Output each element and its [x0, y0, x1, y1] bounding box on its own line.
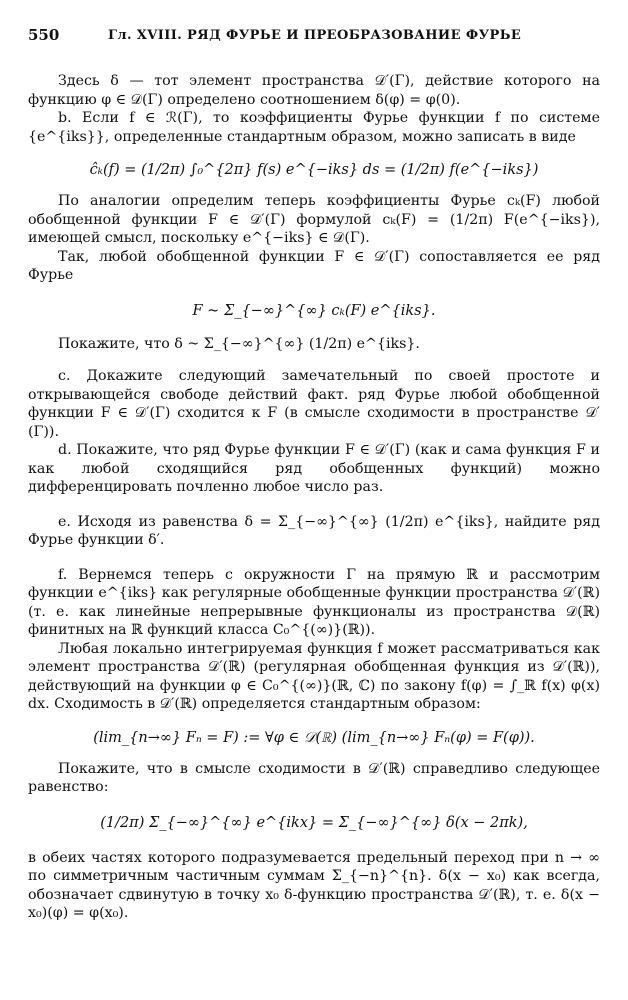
paragraph-locally-integrable: Любая локально интегрируемая функция f может рассматриваться как элемент пространства 𝒟′(ℝ) (регулярная обобщенная функция из 𝒟′(ℝ)), действующий на функции φ ∈ C₀^{(∞)}(ℝ, ℂ) по закону f(φ) = ∫_ℝ f(x) φ(x) dx. Сходимость в 𝒟′(ℝ) определяется стандартным образом:	[28, 640, 600, 712]
formula-text: F ~ Σ_{−∞}^{∞} cₖ(F) e^{iks}.	[192, 302, 436, 319]
book-page	[28, 26, 600, 923]
paragraph-show-equality: Покажите, что в смысле сходимости в 𝒟′(ℝ) справедливо следующее равенство:	[28, 760, 600, 795]
formula-text: (1/2π) Σ_{−∞}^{∞} e^{ikx} = Σ_{−∞}^{∞} δ(x − 2πk),	[100, 814, 528, 831]
running-title: Гл. XVIII. РЯД ФУРЬЕ И ПРЕОБРАЗОВАНИЕ ФУРЬЕ	[108, 28, 522, 43]
paragraph-delta-definition: Здесь δ — тот элемент пространства 𝒟′(Γ), действие которого на функцию φ ∈ 𝒟(Γ) определено соотношением δ(φ) = φ(0).	[28, 73, 600, 108]
formula-text: ĉₖ(f) = (1/2π) ∫₀^{2π} f(s) e^{−iks} ds = (1/2π) f(e^{−iks})	[89, 162, 539, 178]
formula-fourier-coefficient	[28, 162, 600, 178]
paragraph-b: b. Если f ∈ ℛ(Γ), то коэффициенты Фурье функции f по системе {e^{iks}}, определенные стандартным образом, можно записать в виде	[28, 110, 600, 145]
formula-text: (lim_{n→∞} Fₙ = F) := ∀φ ∈ 𝒟(ℝ) (lim_{n→∞} Fₙ(φ) = F(φ)).	[93, 729, 535, 746]
paragraph-d: d. Покажите, что ряд Фурье функции F ∈ 𝒟′(Γ) (как и сама функция F и как любой сходящийся ряд обобщенных функций) можно дифференцировать почленно любое число раз.	[28, 442, 600, 495]
paragraph-final: в обеих частях которого подразумевается предельный переход при n → ∞ по симметричным частичным суммам Σ_{−n}^{n}. δ(x − x₀) как всегда, обозначает сдвинутую в точку x₀ δ-функцию пространства 𝒟′(ℝ), т. е. δ(x − x₀)(φ) = φ(x₀).	[28, 849, 600, 921]
paragraph-fourier-series: Так, любой обобщенной функции F ∈ 𝒟′(Γ) сопоставляется ее ряд Фурье	[28, 248, 600, 283]
paragraph-e: e. Исходя из равенства δ = Σ_{−∞}^{∞} (1/2π) e^{iks}, найдите ряд Фурье функции δ′.	[28, 513, 600, 548]
formula-fourier-series	[28, 303, 600, 319]
formula-poisson-sum	[28, 815, 600, 831]
page-number: 550	[28, 26, 60, 44]
page-header	[28, 26, 600, 52]
paragraph-c: c. Докажите следующий замечательный по своей простоте и открывающейся свободе действий факт. ряд Фурье любой обобщенной функции F ∈ 𝒟′(Γ) сходится к F (в смысле сходимости в пространстве 𝒟′(Γ)).	[28, 368, 600, 440]
paragraph-show-delta: Покажите, что δ ~ Σ_{−∞}^{∞} (1/2π) e^{iks}.	[58, 335, 420, 352]
formula-convergence	[28, 730, 600, 746]
paragraph-generalized-coefficients: По аналогии определим теперь коэффициенты Фурье cₖ(F) любой обобщенной функции F ∈ 𝒟′(Γ) формулой cₖ(F) = (1/2π) F(e^{−iks}), имеющей смысл, поскольку e^{−iks} ∈ 𝒟(Γ).	[28, 193, 600, 246]
paragraph-f: f. Вернемся теперь с окружности Γ на прямую ℝ и рассмотрим функции e^{iks} как регулярные обобщенные функции пространства 𝒟′(ℝ) (т. е. как линейные непрерывные функционалы из пространства 𝒟(ℝ) финитных на ℝ функций класса C₀^{(∞)}(ℝ)).	[28, 566, 600, 638]
